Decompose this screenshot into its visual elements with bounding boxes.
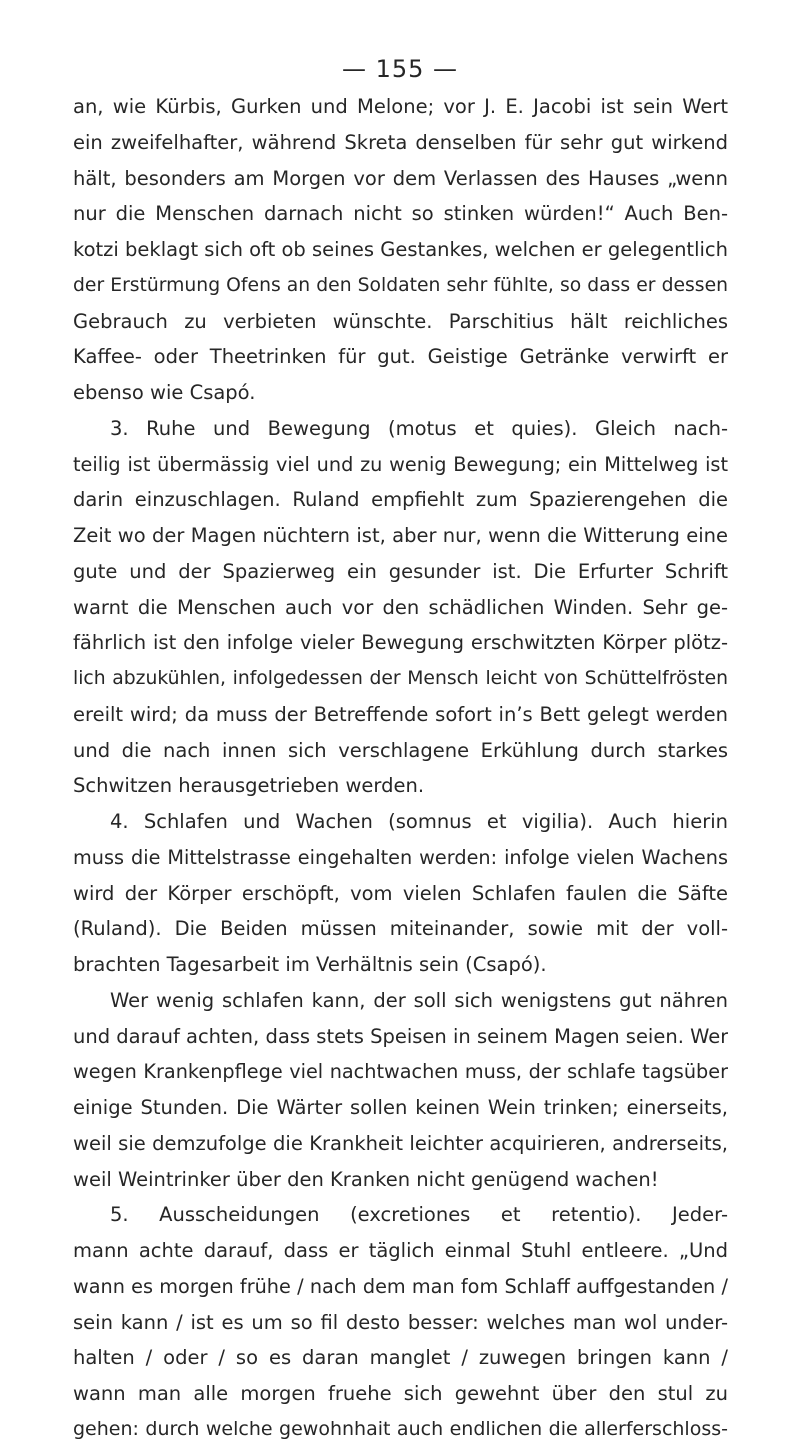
text-line: warnt die Menschen auch vor den schädlichen Winden. Sehr ge- — [73, 595, 728, 619]
text-line: (Ruland). Die Beiden müssen miteinander, sowie mit der voll- — [73, 917, 728, 941]
text-line: Zeit wo der Magen nüchtern ist, aber nur, wenn die Witterung eine — [73, 524, 728, 547]
text-line: weil Weintrinker über den Kranken nicht genügend wachen! — [73, 1167, 659, 1191]
section-heading-line: 3. Ruhe und Bewegung (motus et quies). Gleich nach- — [110, 416, 728, 440]
text-line: Kaffee- oder Theetrinken für gut. Geistige Getränke verwirft er — [73, 345, 728, 369]
section-heading-line: 5. Ausscheidungen (excretiones et retentio). Jeder- — [110, 1203, 728, 1227]
text-line: Gebrauch zu verbieten wünschte. Parschitius hält reichliches — [73, 309, 728, 333]
text-line: halten / oder / so es daran manglet / zuwegen bringen kann / — [73, 1346, 728, 1370]
text-line: sein kann / ist es um so fil desto besser: welches man wol under- — [73, 1310, 728, 1334]
text-line: wann es morgen frühe / nach dem man fom Schlaff auffgestanden / — [73, 1274, 728, 1298]
text-line: wird der Körper erschöpft, vom vielen Schlafen faulen die Säfte — [73, 881, 728, 905]
text-line: ereilt wird; da muss der Betreffende sofort in’s Bett gelegt werden — [73, 702, 728, 726]
page-number: — 155 — — [341, 55, 459, 83]
text-line: mann achte darauf, dass er täglich einmal Stuhl entleere. „Und — [73, 1239, 728, 1262]
text-line: teilig ist übermässig viel und zu wenig Bewegung; ein Mittelweg ist — [73, 452, 728, 476]
text-line: lich abzukühlen, infolgedessen der Mensch leicht von Schüttelfrösten — [73, 668, 728, 689]
text-line: und darauf achten, dass stets Speisen in seinem Magen seien. Wer — [73, 1024, 728, 1048]
paragraph-start-line: Wer wenig schlafen kann, der soll sich wenigstens gut nähren — [110, 988, 728, 1012]
body-text — [73, 89, 728, 1448]
section-heading-line: 4. Schlafen und Wachen (somnus et vigilia). Auch hierin — [110, 810, 728, 833]
text-line: muss die Mittelstrasse eingehalten werden: infolge vielen Wachens — [73, 845, 728, 869]
text-line: gute und der Spazierweg ein gesunder ist. Die Erfurter Schrift — [73, 559, 728, 583]
text-line: Schwitzen herausgetrieben werden. — [73, 774, 425, 798]
text-line: darin einzuschlagen. Ruland empfiehlt zum Spazierengehen die — [73, 488, 728, 512]
text-line: an, wie Kürbis, Gurken und Melone; vor J. E. Jacobi ist sein Wert — [73, 95, 728, 118]
text-line: nur die Menschen darnach nicht so stinken würden!“ Auch Ben- — [73, 202, 728, 226]
text-line: hält, besonders am Morgen vor dem Verlassen des Hauses „wenn — [73, 166, 728, 190]
text-line: kotzi beklagt sich oft ob seines Gestankes, welchen er gelegentlich — [73, 238, 728, 261]
text-line: fährlich ist den infolge vieler Bewegung erschwitzten Körper plötz- — [73, 631, 728, 655]
text-line: brachten Tagesarbeit im Verhältnis sein (Csapó). — [73, 953, 547, 976]
text-line: gehen: durch welche gewohnhait auch endlichen die allerferschloss- — [73, 1417, 728, 1440]
text-line: weil sie demzufolge die Krankheit leichter acquirieren, andrerseits, — [73, 1131, 728, 1155]
text-line: wann man alle morgen fruehe sich gewehnt über den stul zu — [73, 1382, 728, 1405]
text-line: wegen Krankenpflege viel nachtwachen muss, der schlafe tagsüber — [73, 1060, 728, 1084]
text-line: einige Stunden. Die Wärter sollen keinen Wein trinken; einerseits, — [73, 1096, 728, 1119]
text-line: der Erstürmung Ofens an den Soldaten sehr fühlte, so dass er dessen — [73, 274, 728, 296]
text-line: ein zweifelhafter, während Skreta denselben für sehr gut wirkend — [73, 130, 728, 154]
text-line: und die nach innen sich verschlagene Erkühlung durch starkes — [73, 738, 728, 762]
text-line: ebenso wie Csapó. — [73, 381, 256, 404]
